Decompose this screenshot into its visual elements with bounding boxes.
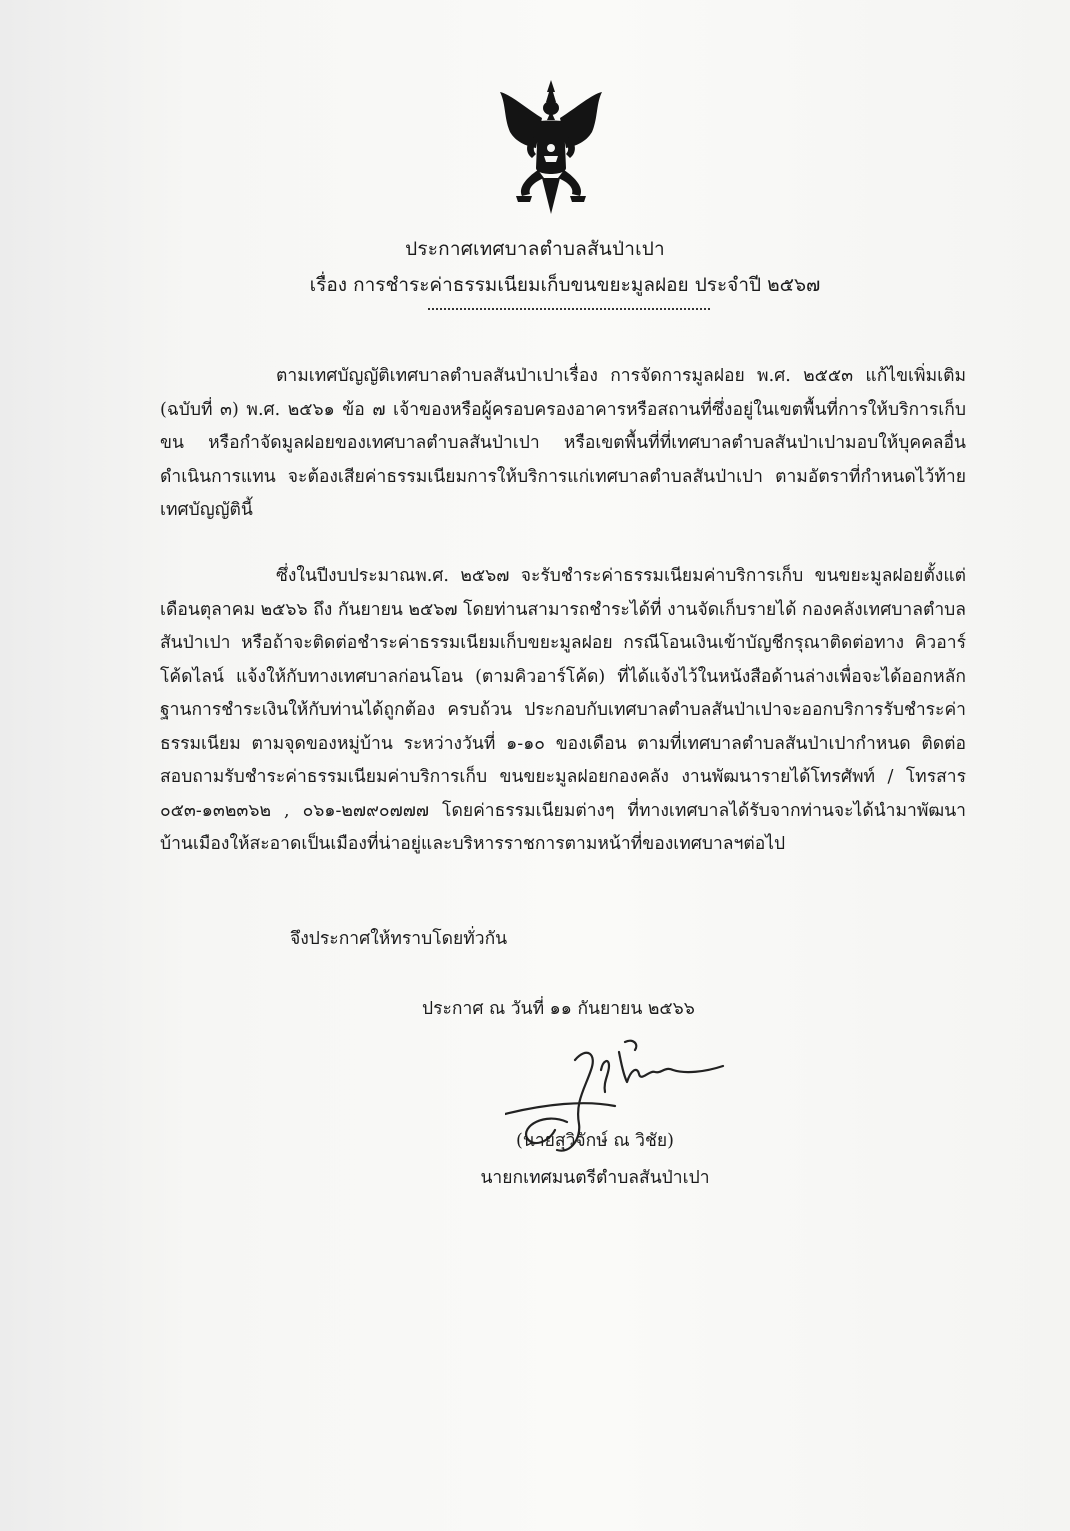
closing-statement: จึงประกาศให้ทราบโดยทั่วกัน [290,929,508,949]
dotted-divider [428,308,710,310]
body-paragraph-1: ตามเทศบัญญัติเทศบาลตำบลสันป่าเปาเรื่อง การจัดการมูลฝอย พ.ศ. ๒๕๕๓ แก้ไขเพิ่มเติม (ฉบับที่ ๓) พ.ศ. ๒๕๖๑ ข้อ ๗ เจ้าของหรือผู้ครอบครองอาคารหรือสถานที่ซึ่งอยู่ในเขตพื้นที่การให้บริการเก็บขน หรือกำจัดมูลฝอยของเทศบาลตำบลสันป่าเปา หรือเขตพื้นที่ที่เทศบาลตำบลสันป่าเปามอบให้บุคคลอื่นดำเนินการแทน จะต้องเสียค่าธรรมเนียมการให้บริการแก่เทศบาลตำบลสันป่าเปา ตามอัตราที่กำหนดไว้ท้ายเทศบัญญัตินี้ [160,366,966,520]
announcement-title: ประกาศเทศบาลตำบลสันป่าเปา [405,238,665,260]
handwritten-signature-icon [505,1030,745,1180]
announcement-subject: เรื่อง การชำระค่าธรรมเนียมเก็บขนขยะมูลฝอย ประจำปี ๒๕๖๗ [309,274,821,296]
body-paragraph-2: ซึ่งในปีงบประมาณพ.ศ. ๒๕๖๗ จะรับชำระค่าธรรมเนียมค่าบริการเก็บ ขนขยะมูลฝอยตั้งแต่เดือนตุลาคม ๒๕๖๖ ถึง กันยายน ๒๕๖๗ โดยท่านสามารถชำระได้ที่ งานจัดเก็บรายได้ กองคลังเทศบาลตำบลสันป่าเปา หรือถ้าจะติดต่อชำระค่าธรรมเนียมเก็บขยะมูลฝอย กรณีโอนเงินเข้าบัญชีกรุณาติดต่อทาง คิวอาร์โค้ดไลน์ แจ้งให้กับทางเทศบาลก่อนโอน (ตามคิวอาร์โค้ด) ที่ได้แจ้งไว้ในหนังสือด้านล่างเพื่อจะได้ออกหลักฐานการชำระเงินให้กับท่านได้ถูกต้อง ครบถ้วน ประกอบกับเทศบาลตำบลสันป่าเปาจะออกบริการรับชำระค่าธรรมเนียม ตามจุดของหมู่บ้าน ระหว่างวันที่ ๑-๑๐ ของเดือน ตามที่เทศบาลตำบลสันป่าเปากำหนด ติดต่อสอบถามรับชำระค่าธรรมเนียมค่าบริการเก็บ ขนขยะมูลฝอยกองคลัง งานพัฒนารายได้โทรศัพท์ / โทรสาร ๐๕๓-๑๓๒๓๖๒ , ๐๖๑-๒๗๙๐๗๗๗ โดยค่าธรรมเนียมต่างๆ ที่ทางเทศบาลได้รับจากท่านจะได้นำมาพัฒนาบ้านเมืองให้สะอาดเป็นเมืองที่น่าอยู่และบริหารราชการตามหน้าที่ของเทศบาลฯต่อไป [160,566,966,854]
garuda-emblem-icon [496,78,606,216]
signer-position: นายกเทศมนตรีตำบลสันป่าเปา [480,1168,710,1188]
announcement-date: ประกาศ ณ วันที่ ๑๑ กันยายน ๒๕๖๖ [422,999,695,1019]
signer-name: (นายสุวิจักษ์ ณ วิชัย) [516,1131,674,1151]
